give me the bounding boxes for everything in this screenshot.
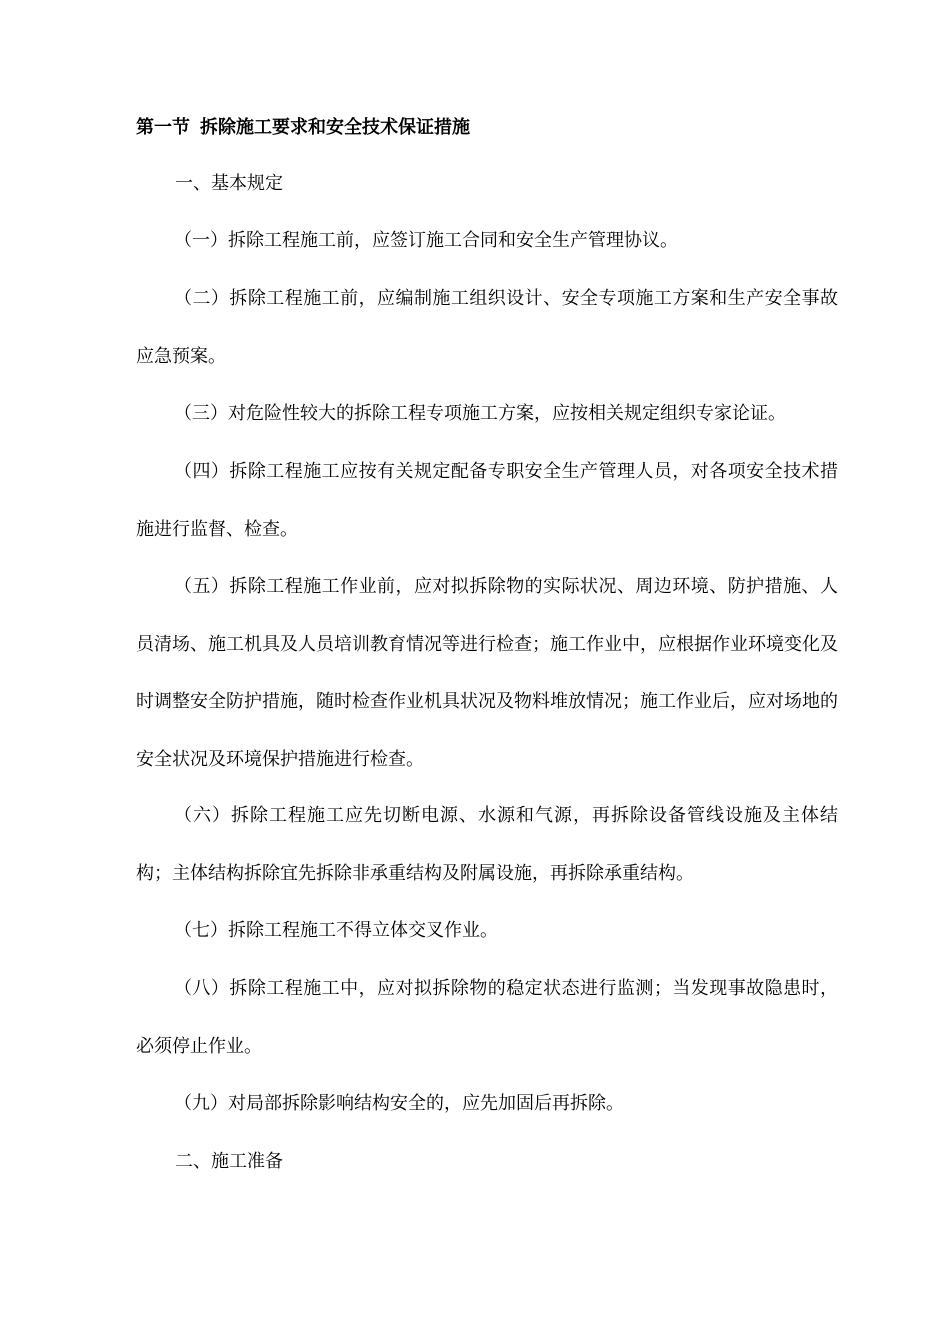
paragraph-item-2: （二）拆除工程施工前，应编制施工组织设计、安全专项施工方案和生产安全事故应急预案。 <box>136 288 838 367</box>
heading-basic-rules: 一、基本规定 <box>175 173 283 194</box>
paragraph-item-9: （九）对局部拆除影响结构安全的，应先加固后再拆除。 <box>174 1093 624 1114</box>
paragraph-item-8: （八）拆除工程施工中，应对拟拆除物的稳定状态进行监测；当发现事故隐患时，必须停止作业。 <box>136 978 838 1057</box>
paragraph-item-3: （三）对危险性较大的拆除工程专项施工方案，应按相关规定组织专家论证。 <box>174 403 786 424</box>
section-title <box>136 116 470 140</box>
paragraph-item-4: （四）拆除工程施工应按有关规定配备专职安全生产管理人员，对各项安全技术措施进行监督、检查。 <box>136 461 838 540</box>
paragraph-item-7: （七）拆除工程施工不得立体交叉作业。 <box>174 920 498 941</box>
heading-construction-preparation: 二、施工准备 <box>175 1151 283 1172</box>
paragraph-item-5: （五）拆除工程施工作业前，应对拟拆除物的实际状况、周边环境、防护措施、人员清场、施工机具及人员培训教育情况等进行检查；施工作业中，应根据作业环境变化及时调整安全防护措施，随时检查作业机具状况及物料堆放情况；施工作业后，应对场地的安全状况及环境保护措施进行检查。 <box>136 576 838 770</box>
section-label: 第一节 <box>136 117 190 138</box>
paragraph-item-6: （六）拆除工程施工应先切断电源、水源和气源，再拆除设备管线设施及主体结构；主体结构拆除宜先拆除非承重结构及附属设施，再拆除承重结构。 <box>136 805 838 884</box>
paragraph-item-1: （一）拆除工程施工前，应签订施工合同和安全生产管理协议。 <box>174 230 678 251</box>
section-title-text: 拆除施工要求和安全技术保证措施 <box>200 117 470 138</box>
